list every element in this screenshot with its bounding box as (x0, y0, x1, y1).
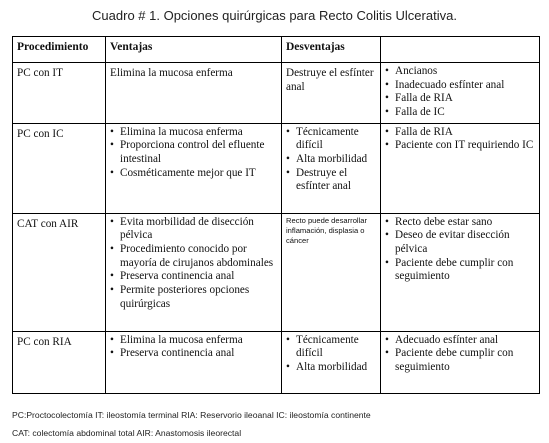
ventajas-cell (106, 123, 282, 213)
list-item: • Destruye el esfínter anal (286, 167, 377, 194)
list-item: • Inadecuado esfínter anal (385, 79, 536, 93)
list-item: • Falla de RIA (385, 92, 536, 106)
list-item: • Paciente debe cumplir con seguimiento (385, 257, 536, 284)
desventajas-cell (282, 123, 381, 213)
indications-cell (381, 63, 540, 124)
desventajas-cell (282, 331, 381, 393)
header-ventajas: Ventajas (106, 37, 282, 63)
list-item: • Paciente con IT requiriendo IC (385, 139, 536, 153)
list-item: • Ancianos (385, 65, 536, 79)
list-item: • Preserva continencia anal (110, 270, 278, 284)
table-row (13, 331, 540, 393)
table-row (13, 213, 540, 331)
list-item: • Permite posteriores opciones quirúrgicas (110, 284, 278, 311)
list-item: • Preserva continencia anal (110, 347, 278, 361)
procedure-cell: PC con IC (13, 123, 106, 213)
table-row (13, 123, 540, 213)
list-item: • Falla de IC (385, 106, 536, 120)
list-item: • Técnicamente difícil (286, 126, 377, 153)
list-item: • Alta morbilidad (286, 361, 377, 375)
table-row (13, 63, 540, 124)
indications-cell (381, 123, 540, 213)
header-row (13, 37, 540, 63)
list-item: • Proporciona control del efluente intestinal (110, 139, 278, 166)
ventajas-cell (106, 331, 282, 393)
procedure-cell: PC con IT (13, 63, 106, 124)
list-item: • Paciente debe cumplir con seguimiento (385, 347, 536, 374)
footnote-abbreviations: PC:Proctocolectomía IT: ileostomía terminal RIA: Reservorio ileoanal IC: ileostomía continente (12, 410, 371, 420)
list-item: • Cosméticamente mejor que IT (110, 167, 278, 181)
list-item: • Falla de RIA (385, 126, 536, 140)
table-caption: Cuadro # 1. Opciones quirúrgicas para Recto Colitis Ulcerativa. (92, 8, 457, 23)
list-item: • Deseo de evitar disección pélvica (385, 229, 536, 256)
list-item: • Procedimiento conocido por mayoría de cirujanos abdominales (110, 243, 278, 270)
list-item: • Elimina la mucosa enferma (110, 126, 278, 140)
list-item: • Evita morbilidad de disección pélvica (110, 216, 278, 243)
ventajas-cell (106, 213, 282, 331)
footnote-abbreviations-2: CAT: colectomía abdominal total AIR: Anastomosis ileorectal (12, 428, 242, 438)
procedure-cell: PC con RIA (13, 331, 106, 393)
indications-cell (381, 331, 540, 393)
procedure-cell: CAT con AIR (13, 213, 106, 331)
desventajas-cell: Destruye el esfínter anal (282, 63, 381, 124)
list-item: • Elimina la mucosa enferma (110, 334, 278, 348)
list-item: • Técnicamente difícil (286, 334, 377, 361)
surgical-options-table (12, 36, 540, 394)
list-item: • Adecuado esfínter anal (385, 334, 536, 348)
indications-cell (381, 213, 540, 331)
header-extra (381, 37, 540, 63)
list-item: • Alta morbilidad (286, 153, 377, 167)
ventajas-cell: Elimina la mucosa enferma (106, 63, 282, 124)
list-item: • Recto debe estar sano (385, 216, 536, 230)
header-desventajas: Desventajas (282, 37, 381, 63)
desventajas-note: Recto puede desarrollar inflamación, displasia o cáncer (286, 215, 368, 246)
desventajas-cell (282, 213, 381, 331)
header-procedimiento: Procedimiento (13, 37, 106, 63)
